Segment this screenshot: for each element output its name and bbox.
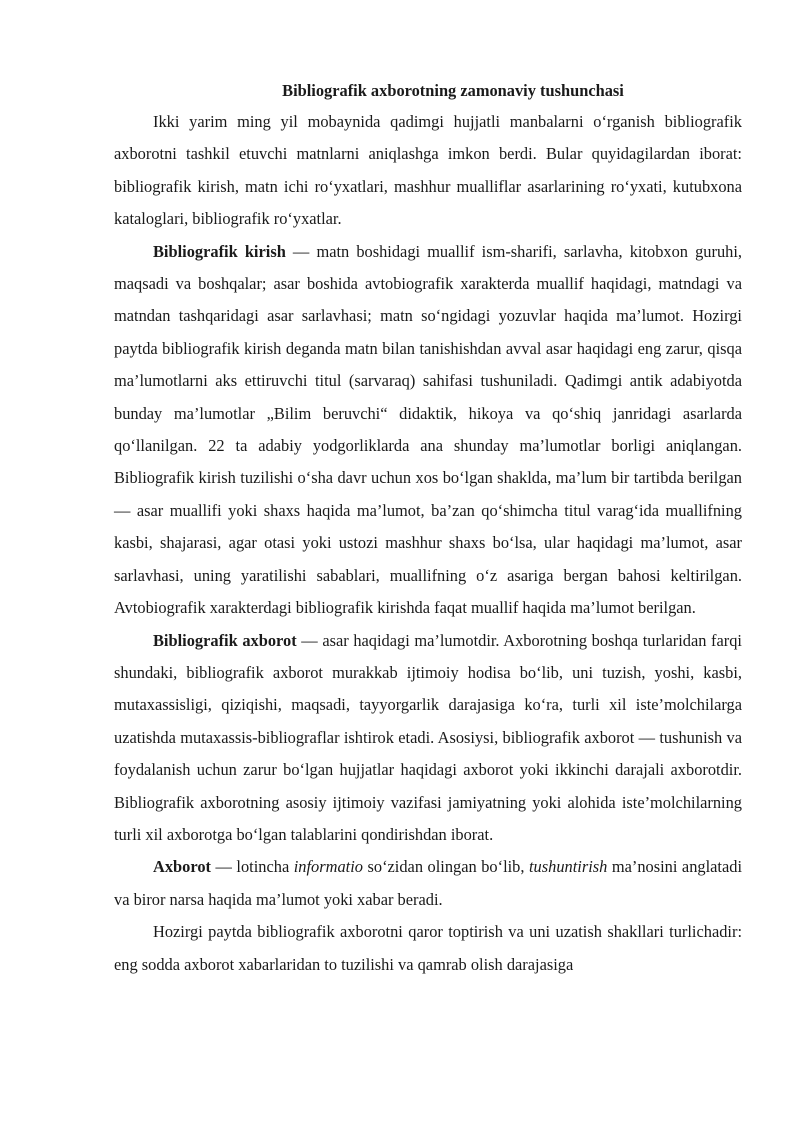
paragraph-hozirgi-paytda — [114, 916, 742, 981]
paragraph-text: — matn boshidagi muallif ism-sharifi, sarlavha, kitobxon guruhi, maqsadi va boshqalar; asar boshida avtobiografik xarakterda muallif haqidagi, matndagi va matndan tashqaridagi asar sarlavhasi; matn so‘ngidagi yozuvlar haqida ma’lumot. Hozirgi paytda bibliografik kirish deganda matn bilan tanishishdan avval asar haqidagi eng zarur, qisqa ma’lumotlarni aks ettiruvchi titul (sarvaraq) sahifasi tushuniladi. Qadimgi antik adabiyotda bunday ma’lumotlar „Bilim beruvchi“ didaktik, hikoya va qo‘shiq janridagi asarlarda qo‘llanilgan. 22 ta adabiy yodgorliklarda ana shunday ma’lumotlar borligi aniqlangan. Bibliografik kirish tuzilishi o‘sha davr uchun xos bo‘lgan shaklda, ma’lum bir tartibda berilgan — asar muallifi yoki shaxs haqida ma’lumot, ba’zan qo‘shimcha titul varag‘ida muallifning kasbi, shajarasi, agar otasi yoki ustozi mashhur shaxs bo‘lsa, ular haqidagi ma’lumot, asar sarlavhasi, uning yaratilishi sabablari, muallifning o‘z asariga bergan bahosi keltirilgan. Avtobiografik xarakterdagi bibliografik kirishda faqat muallif haqida ma’lumot berilgan. — [114, 241, 742, 618]
italic-term-tushuntirish: tushuntirish — [529, 857, 608, 877]
paragraph-bibliografik-kirish — [114, 236, 742, 625]
page-title: Bibliografik axborotning zamonaviy tushunchasi — [282, 81, 624, 100]
term-axborot: Axborot — [153, 857, 211, 877]
paragraph-text: — lotincha — [210, 857, 294, 877]
term-bibliografik-axborot: Bibliografik axborot — [153, 630, 297, 650]
paragraph-text: so‘zidan olingan bo‘lib, — [362, 857, 529, 877]
paragraph-text: Ikki yarim ming yil mobaynida qadimgi hujjatli manbalarni o‘rganish bibliografik axborotni tashkil etuvchi matnlarni aniqlashga imkon berdi. Bular quyidagilardan iborat: bibliografik kirish, matn ichi ro‘yxatlari, mashhur mualliflar asarlarining ro‘yxati, kutubxona kataloglari, bibliografik ro‘yxatlar. — [114, 112, 742, 229]
term-bibliografik-kirish: Bibliografik kirish — [153, 241, 286, 261]
paragraph-text: ma’nosini anglatadi va biror narsa haqida ma’lumot yoki xabar beradi. — [114, 857, 742, 909]
paragraph-text: Hozirgi paytda bibliografik axborotni qaror toptirish va uni uzatish shakllari turlichadir: eng sodda axborot xabarlaridan to tuzilishi va qamrab olish darajasiga — [114, 922, 742, 974]
paragraph-bibliografik-axborot — [114, 625, 742, 852]
paragraph-text: — asar haqidagi ma’lumotdir. Axborotning boshqa turlaridan farqi shundaki, bibliografik axborot murakkab ijtimoiy hodisa bo‘lib, uni tuzish, yoshi, kasbi, mutaxassisligi, qiziqishi, maqsadi, tayyorgarlik darajasiga ko‘ra, turli xil iste’molchilarga uzatishda mutaxassis-bibliograflar ishtirok etadi. Asosiysi, bibliografik axborot — tushunish va foydalanish uchun zarur bo‘lgan hujjatlar haqidagi axborot yoki ikkinchi darajali axborotdir. Bibliografik axborotning asosiy ijtimoiy vazifasi jamiyatning yoki alohida iste’molchilarning turli xil axborotga bo‘lgan talablarini qondirishdan iborat. — [114, 630, 742, 844]
paragraph-intro — [114, 106, 742, 236]
italic-term-informatio: informatio — [293, 857, 363, 877]
paragraph-axborot — [114, 851, 742, 916]
